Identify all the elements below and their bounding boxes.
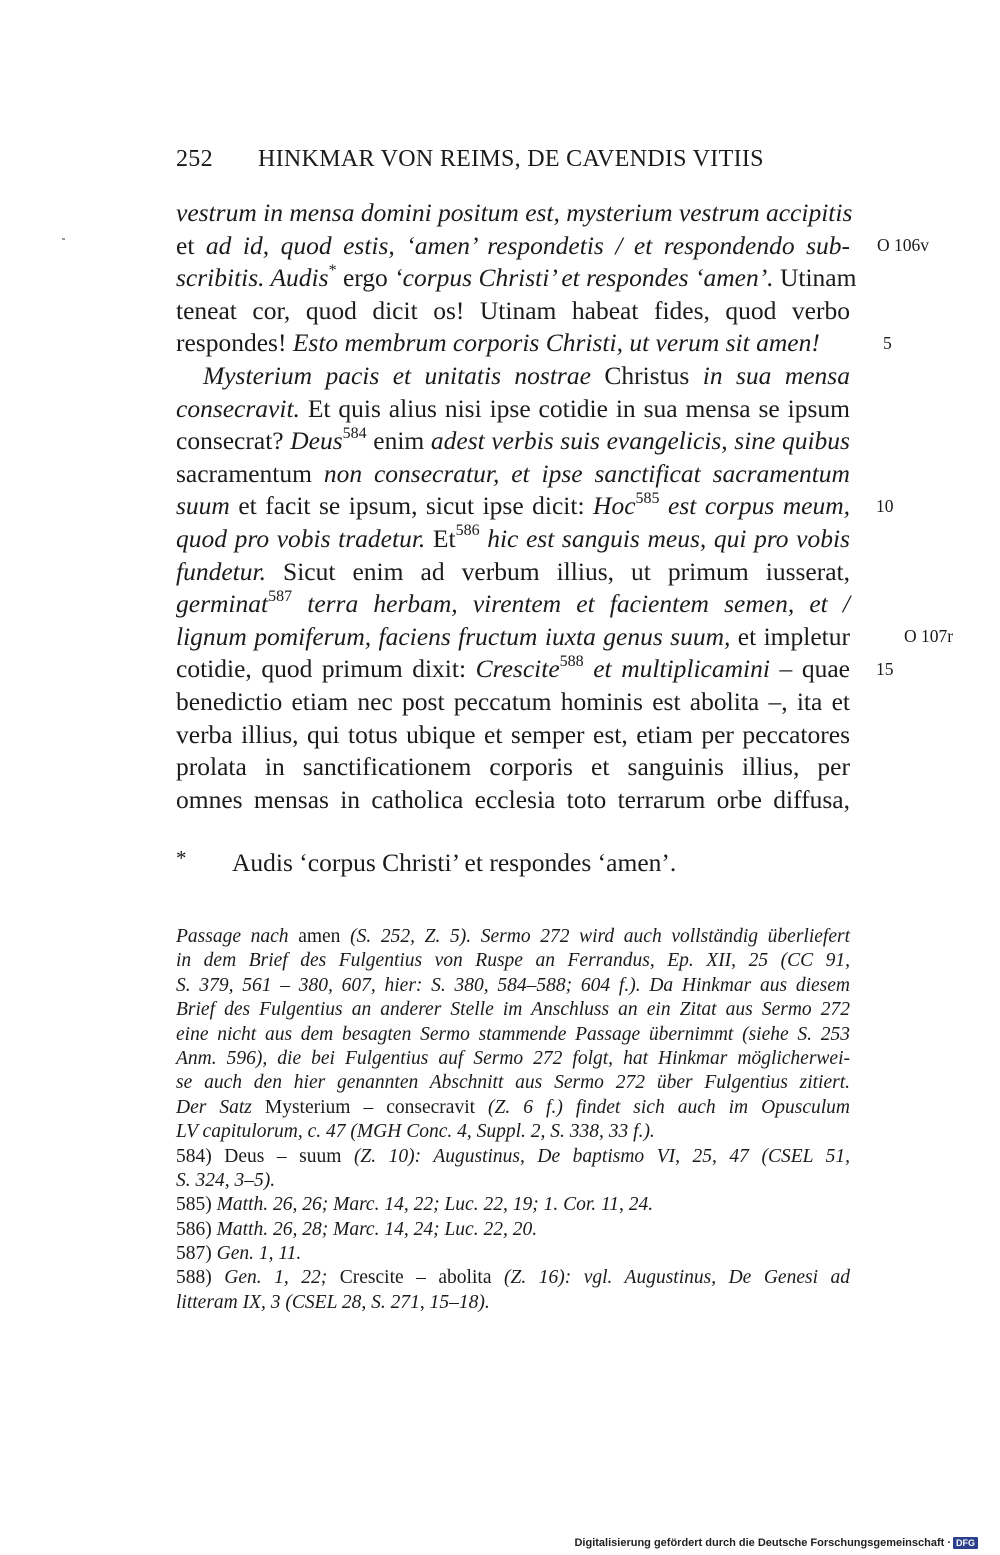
footnote-line — [176, 998, 850, 1022]
italic-segment: Anm. 596), die bei Fulgentius auf Sermo 272 folgt, hat Hinkmar möglicherwei- — [176, 1047, 850, 1069]
page-number: 252 — [176, 146, 213, 172]
italic-segment: (Z. 6 f.) findet sich auch im Opusculum — [475, 1096, 850, 1118]
text-segment: Et quis alius nisi ipse cotidie in sua mensa se ipsum — [299, 393, 850, 423]
digitization-credit — [574, 1537, 978, 1550]
text-segment: Sicut enim ad verbum illius, ut primum iusserat, — [265, 556, 850, 586]
footnote-ref: 587 — [268, 587, 293, 605]
text-line — [176, 295, 850, 328]
italic-segment: et multiplicamini — [583, 654, 770, 684]
line-number-15: 15 — [876, 659, 894, 679]
text-line — [176, 686, 850, 719]
italic-segment: in dem Brief des Fulgentius von Ruspe an Ferrandus, Ep. XII, 25 (CC 91, — [176, 950, 850, 972]
dfg-logo: DFG — [953, 1537, 978, 1549]
footnote-588 — [176, 1266, 850, 1290]
text-line — [176, 653, 850, 686]
italic-segment: Crescite — [475, 654, 560, 684]
italic-segment: quod pro vobis tradetur. — [176, 523, 426, 553]
text-line — [176, 719, 850, 752]
italic-segment: vestrum in mensa domini positum est, mysterium vestrum accipitis — [176, 198, 853, 227]
credit-text: Digitalisierung gefördert durch die Deutsche Forschungsgemeinschaft · — [574, 1537, 951, 1549]
footnote-line — [176, 1047, 850, 1071]
text-segment: Utinam — [773, 263, 857, 293]
italic-segment: hic est sanguis meus, qui pro vobis — [479, 523, 850, 553]
text-segment: omnes mensas in catholica ecclesia toto terrarum orbe diffusa, — [176, 784, 850, 814]
line-number-10: 10 — [876, 496, 894, 516]
italic-segment: litteram IX, 3 (CSEL 28, S. 271, 15–18). — [176, 1291, 490, 1313]
footnote-ref: 584 — [342, 424, 367, 442]
italic-segment: (Z. 16): vgl. Augustinus, De Genesi ad — [503, 1267, 851, 1289]
text-line — [176, 230, 850, 263]
text-line — [176, 751, 850, 784]
italic-segment: (S. 252, Z. 5). Sermo 272 wird auch vollständig überliefert — [340, 926, 850, 947]
text-line — [176, 327, 850, 360]
footnote-line — [176, 1023, 850, 1047]
folio-marker-106v: O 106v — [877, 235, 930, 255]
text-line — [176, 556, 850, 589]
footnote-587 — [176, 1242, 850, 1266]
footnote-line — [176, 1071, 850, 1095]
footnote-ref: 585 — [635, 489, 660, 507]
italic-segment: ‘corpus Christi’ et respondes ‘amen’. — [394, 263, 774, 293]
italic-segment: in sua mensa — [702, 360, 850, 390]
text-line — [176, 393, 850, 426]
text-line — [176, 588, 850, 621]
footnote-line — [176, 1096, 850, 1120]
text-segment: et — [176, 230, 206, 260]
italic-segment: S. 324, 3–5). — [176, 1169, 276, 1191]
footnote-584-cont — [176, 1169, 850, 1193]
italic-segment: Deus — [290, 426, 343, 456]
italic-segment: Matth. 26, 26; Marc. 14, 22; Luc. 22, 19; 1. Cor. 11, 24. — [216, 1194, 654, 1216]
text-segment: 587) — [176, 1243, 217, 1265]
text-segment: amen — [298, 926, 341, 947]
text-segment: consecrat? — [176, 426, 291, 456]
footnote-line — [176, 1120, 850, 1144]
italic-segment: Matth. 26, 28; Marc. 14, 24; Luc. 22, 20. — [216, 1218, 538, 1240]
text-segment: 584) Deus – suum — [176, 1145, 354, 1167]
footnote-584 — [176, 1145, 850, 1169]
line-number-5: 5 — [883, 333, 892, 353]
footnote-585 — [176, 1193, 850, 1217]
stray-mark — [62, 238, 65, 240]
text-segment: Crescite – abolita — [327, 1267, 504, 1289]
italic-segment: Mysterium pacis et unitatis nostrae — [203, 360, 591, 390]
italic-segment: Hoc — [593, 491, 636, 521]
footnote-line — [176, 925, 850, 949]
text-segment: Mysterium – consecravit — [264, 1096, 476, 1118]
text-segment: et impletur — [730, 621, 851, 651]
text-segment: respondes! — [176, 328, 293, 358]
text-segment: 588) — [176, 1267, 225, 1289]
italic-segment: LV capitulorum, c. 47 (MGH Conc. 4, Suppl. 2, S. 338, 33 f.). — [176, 1121, 655, 1143]
italic-segment: non consecratur, et ipse sanctificat sacramentum — [323, 458, 850, 488]
text-segment: Et — [425, 523, 456, 553]
italic-segment: Gen. 1, 11. — [216, 1243, 302, 1265]
text-line — [176, 784, 850, 817]
text-segment: ergo — [336, 263, 395, 293]
text-segment: benedictio etiam nec post peccatum hominis est abolita –, ita et — [176, 686, 850, 716]
italic-segment: terra herbam, virentem et facientem semen, et / — [292, 589, 850, 619]
italic-segment: est corpus meum, — [659, 491, 851, 521]
italic-segment: scribitis. Audis — [176, 263, 329, 293]
text-segment: sacramentum — [176, 458, 324, 488]
text-line — [176, 621, 850, 654]
text-segment: et facit se ipsum, sicut ipse dicit: — [229, 491, 594, 521]
text-segment: enim — [366, 426, 431, 456]
variant-marker: * — [176, 846, 187, 870]
footnote-586 — [176, 1218, 850, 1242]
text-line — [176, 523, 850, 556]
italic-segment: Passage nach — [176, 926, 299, 947]
italic-segment: fundetur. — [176, 556, 266, 586]
main-text — [176, 197, 857, 816]
footnote-ref: * — [328, 261, 337, 279]
italic-segment: Brief des Fulgentius an anderer Stelle im Anschluss an ein Zitat aus Sermo 272 — [176, 999, 850, 1021]
text-segment: 586) — [176, 1218, 217, 1240]
italic-segment: (Z. 10): Augustinus, De baptismo VI, 25, 47 (CSEL 51, — [353, 1145, 851, 1167]
running-title: HINKMAR VON REIMS, DE CAVENDIS VITIIS — [258, 146, 764, 172]
footnote-588-cont — [176, 1291, 850, 1315]
footnotes — [176, 925, 850, 1315]
text-line — [176, 197, 853, 230]
footnote-ref: 586 — [455, 522, 480, 540]
italic-segment: se auch den hier genannten Abschnitt aus Sermo 272 über Fulgentius zitiert. — [176, 1072, 850, 1094]
variant-text: Audis ‘corpus Christi’ et respondes ‘amen’. — [232, 848, 677, 877]
text-line — [176, 261, 857, 295]
italic-segment: lignum pomiferum, faciens fructum iuxta genus suum, — [176, 621, 731, 651]
italic-segment: Der Satz — [176, 1096, 265, 1118]
footnote-line — [176, 974, 850, 998]
text-line — [176, 360, 850, 393]
italic-segment: ad id, quod estis, ‘amen’ respondetis / et respondendo sub- — [205, 230, 850, 260]
italic-segment: suum — [176, 491, 230, 521]
italic-segment: Esto membrum corporis Christi, ut verum sit amen! — [292, 328, 820, 358]
text-line — [176, 425, 850, 458]
text-segment: – quae — [769, 654, 850, 684]
text-line — [176, 458, 850, 491]
footnote-line — [176, 949, 850, 973]
text-segment: verba illius, qui totus ubique et semper est, etiam per peccatores — [176, 719, 850, 749]
text-segment: prolata in sanctificationem corporis et sanguinis illius, per — [176, 752, 850, 782]
footnote-ref: 588 — [559, 652, 584, 670]
italic-segment: germinat — [176, 589, 269, 619]
text-segment: 585) — [176, 1194, 217, 1216]
text-segment: teneat cor, quod dicit os! Utinam habeat fides, quod verbo — [176, 295, 850, 325]
italic-segment: S. 379, 561 – 380, 607, hier: S. 380, 584–588; 604 f.). Da Hinkmar aus diesem — [176, 974, 850, 996]
text-segment: Christus — [590, 360, 703, 390]
text-line — [176, 490, 850, 523]
italic-segment: eine nicht aus dem besagten Sermo stammende Passage übernimmt (siehe S. 253 — [176, 1023, 850, 1045]
italic-segment: Gen. 1, 22; — [224, 1267, 328, 1289]
folio-marker-107r: O 107r — [904, 626, 954, 646]
text-segment: cotidie, quod primum dixit: — [176, 654, 476, 684]
italic-segment: consecravit. — [176, 393, 300, 423]
italic-segment: adest verbis suis evangelicis, sine quibus — [430, 426, 850, 456]
